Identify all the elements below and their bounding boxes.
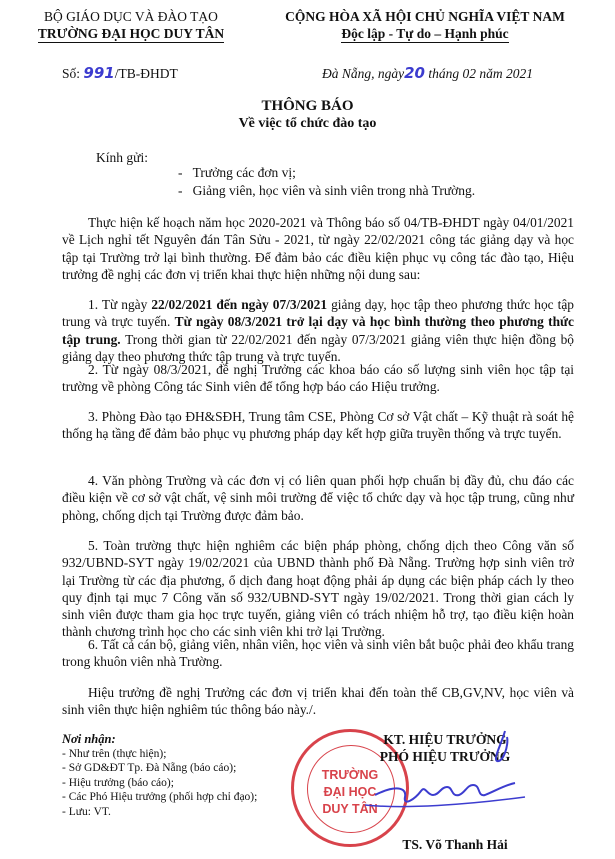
footer-recipient-item: - Hiệu trưởng (báo cáo); [62,776,174,789]
document-title: THÔNG BÁO [261,98,354,114]
national-block [250,8,600,42]
signer-name: TS. Võ Thanh Hải [402,837,508,852]
handwritten-day: 20 [404,64,425,82]
footer-recipient-item: - Lưu: VT. [62,805,111,818]
republic-name: CỘNG HÒA XÃ HỘI CHỦ NGHĨA VIỆT NAM [285,9,565,24]
footer-recipients-label: Nơi nhận: [62,732,116,746]
handwritten-number: 991 [83,64,115,82]
intro-paragraph: Thực hiện kế hoạch năm học 2020-2021 và Thông báo số 04/TB-ĐHDT ngày 04/01/2021 về Lịch nghỉ tết Nguyên đán Tân Sửu - 2021, từ ngày 22/02/2021 công tác giảng dạy và học tập tại Trường trở lại bình thường. Để đảm bảo các điều kiện phục vụ công tác đào tạo, Hiệu trưởng đề nghị các đơn vị triển khai thực hiện những nội dung sau: [62,215,574,282]
handwritten-signature [355,725,535,825]
item-1-paragraph: 1. Từ ngày 22/02/2021 đến ngày 07/3/2021 giảng dạy, học tập theo phương thức học tập trung và trực tuyến. Từ ngày 08/3/2021 trở lại dạy và học bình thường theo phương thức tập trung. Trong thời gian từ 22/02/2021 đến ngày 07/3/2021 giảng viên thực hiện đồng bộ giảng dạy theo phương thức tập trung và trực tuyến. [62,297,574,364]
item-3-paragraph: 3. Phòng Đào tạo ĐH&SĐH, Trung tâm CSE, Phòng Cơ sở Vật chất – Kỹ thuật rà soát hệ thống hạ tầng để đảm bảo phục vụ phương pháp dạy kết hợp giữa truyền thống và trực tuyến. [62,409,574,442]
document-date: Đà Nẵng, ngày20 tháng 02 năm 2021 [322,64,533,82]
national-motto: Độc lập - Tự do – Hạnh phúc [341,26,509,41]
document-number: Số: 991/TB-ĐHDT [62,64,178,82]
footer-recipient-item: - Như trên (thực hiện); [62,747,167,760]
item-6-paragraph: 6. Tất cả cán bộ, giảng viên, nhân viên, học viên và sinh viên bắt buộc phải đeo khẩu trang trong khuôn viên nhà Trường. [62,637,574,670]
footer-recipient-item: - Các Phó Hiệu trưởng (phối hợp chỉ đạo); [62,791,258,804]
recipient-item: - Giảng viên, học viên và sinh viên trong nhà Trường. [178,183,476,198]
item-5-paragraph: 5. Toàn trường thực hiện nghiêm các biện pháp phòng, chống dịch theo Công văn số 932/UBND-SYT ngày 19/02/2021 của UBND thành phố Đà Nẵng. Trường hợp sinh viên trở lại Trường từ các địa phương, ổ dịch đang hoạt động phải áp dụng các biện pháp cách ly theo quy định tại mục 7 Công văn số 932/UBND-SYT ngày 19/02/2021. Trong thời gian cách ly sinh viên được tham gia học trực tuyến, giảng viên có trách nhiệm hỗ trợ, tạo điều kiện hoàn thành chương trình học cho các sinh viên khi trở lại Trường. [62,538,574,640]
signature-role-2: PHÓ HIỆU TRƯỞNG [379,749,511,764]
issuer-block [20,8,242,42]
signature-role-1: KT. HIỆU TRƯỞNG [383,732,507,747]
recipients-label: Kính gửi: [96,150,148,165]
university-name: TRƯỜNG ĐẠI HỌC DUY TÂN [37,26,225,41]
recipients-list [178,164,475,200]
item-2-paragraph: 2. Từ ngày 08/3/2021, đề nghị Trưởng các khoa báo cáo số lượng sinh viên học tập tại trường về phòng Công tác Sinh viên để tổng hợp báo cáo Hiệu trưởng. [62,362,574,395]
university-seal: TRƯỜNG ĐẠI HỌC DUY TÂN [291,729,409,847]
item-4-paragraph: 4. Văn phòng Trường và các đơn vị có liên quan phối hợp chuẩn bị đầy đủ, chu đáo các điều kiện về cơ sở vật chất, vệ sinh môi trường để việc tổ chức dạy và học tập trung, cũng như phòng, chống dịch tại Trường được đảm bảo. [62,473,574,523]
ministry-name: BỘ GIÁO DỤC VÀ ĐÀO TẠO [44,9,218,24]
recipient-item: - Trưởng các đơn vị; [178,165,296,180]
closing-paragraph: Hiệu trưởng đề nghị Trưởng các đơn vị triển khai đến toàn thể CB,GV,NV, học viên và sinh viên thực hiện nghiêm túc thông báo này./. [62,685,574,718]
document-subtitle: Về việc tổ chức đào tạo [238,116,377,131]
footer-recipients [62,732,257,820]
footer-recipient-item: - Sở GD&ĐT Tp. Đà Nẵng (báo cáo); [62,762,237,775]
